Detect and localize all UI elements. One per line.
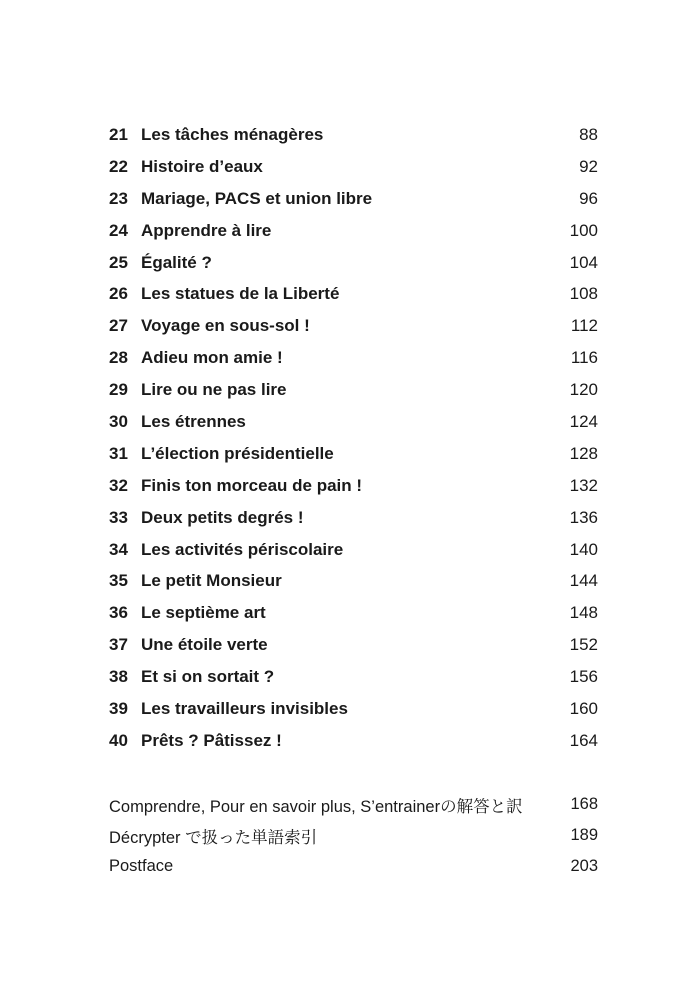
chapter-number: 21 xyxy=(109,124,128,144)
toc-row[interactable] xyxy=(109,310,598,342)
toc-row[interactable] xyxy=(109,629,598,661)
page-number: 124 xyxy=(569,411,598,431)
page-number: 144 xyxy=(569,571,598,591)
chapter-title: Les activités périscolaire xyxy=(141,539,344,559)
chapter-number: 22 xyxy=(109,156,128,176)
page-number: 140 xyxy=(569,539,598,559)
toc-row[interactable] xyxy=(109,215,598,247)
page-number: 136 xyxy=(569,507,598,527)
page-number: 96 xyxy=(579,188,598,208)
page-number: 164 xyxy=(569,730,598,750)
chapter-number: 26 xyxy=(109,284,128,304)
toc-row[interactable] xyxy=(109,247,598,279)
chapter-number: 33 xyxy=(109,507,128,527)
page-number: 120 xyxy=(569,380,598,400)
toc-row[interactable] xyxy=(109,342,598,374)
chapter-title: Et si on sortait ? xyxy=(141,667,275,687)
toc-row[interactable] xyxy=(109,470,598,502)
chapter-title: Le petit Monsieur xyxy=(141,571,282,591)
appendix-row[interactable] xyxy=(109,820,598,851)
page-number: 189 xyxy=(570,826,598,844)
page-number: 128 xyxy=(569,443,598,463)
toc-row[interactable] xyxy=(109,534,598,566)
chapter-number: 35 xyxy=(109,571,128,591)
toc-row[interactable] xyxy=(109,661,598,693)
chapter-title: Adieu mon amie ! xyxy=(141,348,283,368)
appendix-title: Postface xyxy=(109,857,174,875)
toc-row[interactable] xyxy=(109,278,598,310)
toc-row[interactable] xyxy=(109,502,598,534)
chapter-number: 30 xyxy=(109,411,128,431)
chapter-title: Une étoile verte xyxy=(141,635,268,655)
toc-row[interactable] xyxy=(109,565,598,597)
page-number: 116 xyxy=(570,348,598,368)
toc-row[interactable] xyxy=(109,597,598,629)
chapter-number: 27 xyxy=(109,316,128,336)
chapter-title: Les travailleurs invisibles xyxy=(141,698,348,718)
page-number: 160 xyxy=(569,698,598,718)
appendix-title: Comprendre, Pour en savoir plus, S’entrainerの解答と訳 xyxy=(109,797,523,816)
page-number: 148 xyxy=(569,603,598,623)
chapter-number: 39 xyxy=(109,698,128,718)
chapter-number: 36 xyxy=(109,603,128,623)
chapter-title: Les étrennes xyxy=(141,411,246,431)
toc-row[interactable] xyxy=(109,119,598,151)
page-number: 112 xyxy=(570,316,598,336)
page-number: 132 xyxy=(569,475,598,495)
chapter-title: Histoire d’eaux xyxy=(141,156,263,176)
toc-row[interactable] xyxy=(109,151,598,183)
chapter-title: Lire ou ne pas lire xyxy=(141,380,287,400)
appendix-row[interactable] xyxy=(109,789,598,820)
toc-row[interactable] xyxy=(109,438,598,470)
chapter-number: 28 xyxy=(109,348,128,368)
chapter-title: Les tâches ménagères xyxy=(141,124,324,144)
chapter-title: L’élection présidentielle xyxy=(141,443,334,463)
appendix-title: Décrypter で扱った単語索引 xyxy=(109,828,318,847)
page-number: 88 xyxy=(579,124,598,144)
chapter-title: Apprendre à lire xyxy=(141,220,272,240)
chapter-title: Le septième art xyxy=(141,603,266,623)
chapter-number: 38 xyxy=(109,667,128,687)
appendix-row[interactable] xyxy=(109,851,598,882)
toc-row[interactable] xyxy=(109,406,598,438)
toc-row[interactable] xyxy=(109,374,598,406)
chapter-number: 24 xyxy=(109,220,128,240)
page-number: 156 xyxy=(569,667,598,687)
chapter-title: Prêts ? Pâtissez ! xyxy=(141,730,282,750)
chapter-title: Égalité ? xyxy=(141,252,212,272)
page-number: 108 xyxy=(569,284,598,304)
chapter-title: Mariage, PACS et union libre xyxy=(141,188,373,208)
appendix-list xyxy=(109,789,598,882)
page-number: 92 xyxy=(579,156,598,176)
page-number: 168 xyxy=(570,795,598,813)
page-number: 100 xyxy=(569,220,598,240)
chapter-number: 25 xyxy=(109,252,128,272)
page-number: 152 xyxy=(569,635,598,655)
toc-row[interactable] xyxy=(109,183,598,215)
chapter-number: 31 xyxy=(109,443,128,463)
toc-row[interactable] xyxy=(109,725,598,757)
chapter-number: 37 xyxy=(109,635,128,655)
chapter-number: 29 xyxy=(109,380,128,400)
chapter-number: 34 xyxy=(109,539,128,559)
chapter-number: 23 xyxy=(109,188,128,208)
chapter-number: 40 xyxy=(109,730,128,750)
chapter-title: Finis ton morceau de pain ! xyxy=(141,475,363,495)
page-number: 104 xyxy=(569,252,598,272)
page-number: 203 xyxy=(570,857,598,875)
chapter-title: Voyage en sous-sol ! xyxy=(141,316,310,336)
chapter-title: Deux petits degrés ! xyxy=(141,507,304,527)
chapter-number: 32 xyxy=(109,475,128,495)
toc-row[interactable] xyxy=(109,693,598,725)
chapter-title: Les statues de la Liberté xyxy=(141,284,340,304)
chapter-list xyxy=(109,119,598,757)
